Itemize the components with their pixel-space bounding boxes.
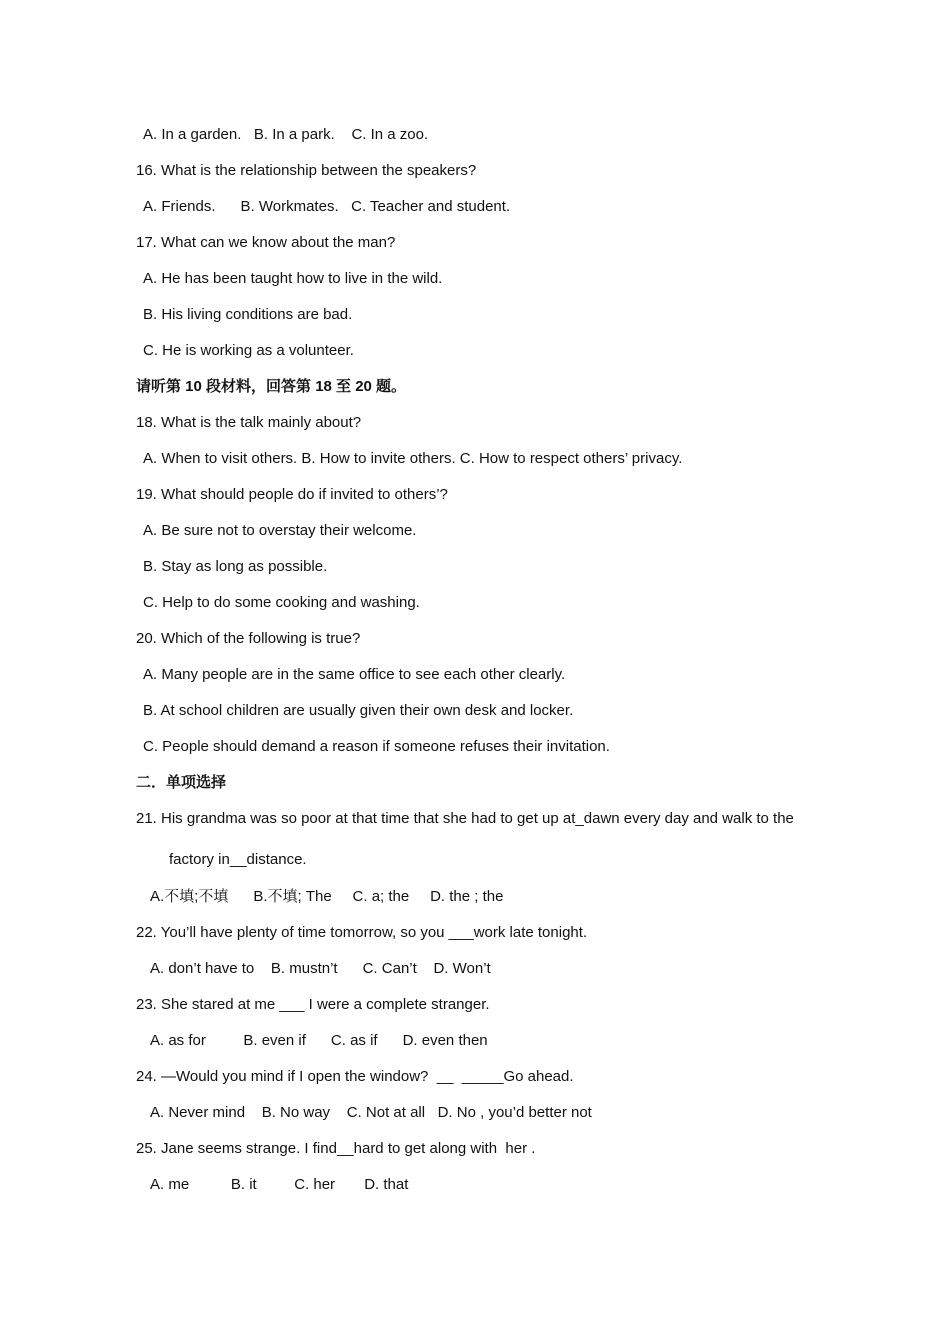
line-q24-options: A. Never mind B. No way C. Not at all D. No , you’d better not <box>150 1104 592 1121</box>
section-heading-2: 二．单项选择 <box>136 774 227 791</box>
option-19b: B. Stay as long as possible. <box>143 558 328 575</box>
question-19: 19. What should people do if invited to others’? <box>136 486 448 503</box>
question-18: 18. What is the talk mainly about? <box>136 414 362 431</box>
question-16: 16. What is the relationship between the speakers? <box>136 162 477 179</box>
line-q23-options: A. as for B. even if C. as if D. even then <box>150 1032 488 1049</box>
question-17: 17. What can we know about the man? <box>136 234 396 251</box>
option-17b: B. His living conditions are bad. <box>143 306 353 323</box>
section-heading-10: 请听第 10 段材料，回答第 18 至 20 题。 <box>136 378 407 395</box>
option-20b: B. At school children are usually given their own desk and locker. <box>143 702 574 719</box>
option-19c: C. Help to do some cooking and washing. <box>143 594 420 611</box>
question-21-continued: factory in__distance. <box>169 851 307 868</box>
option-20a: A. Many people are in the same office to see each other clearly. <box>143 666 566 683</box>
line-q18-options: A. When to visit others. B. How to invite others. C. How to respect others’ privacy. <box>143 450 683 467</box>
line-q15-options: A. In a garden. B. In a park. C. In a zoo. <box>143 126 429 143</box>
question-25: 25. Jane seems strange. I find__hard to get along with her . <box>136 1140 536 1157</box>
option-17c: C. He is working as a volunteer. <box>143 342 354 359</box>
line-q21-options: A.不填;不填 B.不填; The C. a; the D. the ; the <box>150 888 504 905</box>
question-21: 21. His grandma was so poor at that time that she had to get up at_dawn every day and walk to the <box>136 810 794 827</box>
question-22: 22. You’ll have plenty of time tomorrow, so you ___work late tonight. <box>136 924 588 941</box>
question-20: 20. Which of the following is true? <box>136 630 361 647</box>
line-q25-options: A. me B. it C. her D. that <box>150 1176 409 1193</box>
question-23: 23. She stared at me ___ I were a complete stranger. <box>136 996 490 1013</box>
question-24: 24. —Would you mind if I open the window? __ _____Go ahead. <box>136 1068 574 1085</box>
line-q16-options: A. Friends. B. Workmates. C. Teacher and student. <box>143 198 511 215</box>
line-q22-options: A. don’t have to B. mustn’t C. Can’t D. Won’t <box>150 960 491 977</box>
option-19a: A. Be sure not to overstay their welcome. <box>143 522 417 539</box>
option-20c: C. People should demand a reason if someone refuses their invitation. <box>143 738 610 755</box>
option-17a: A. He has been taught how to live in the wild. <box>143 270 443 287</box>
